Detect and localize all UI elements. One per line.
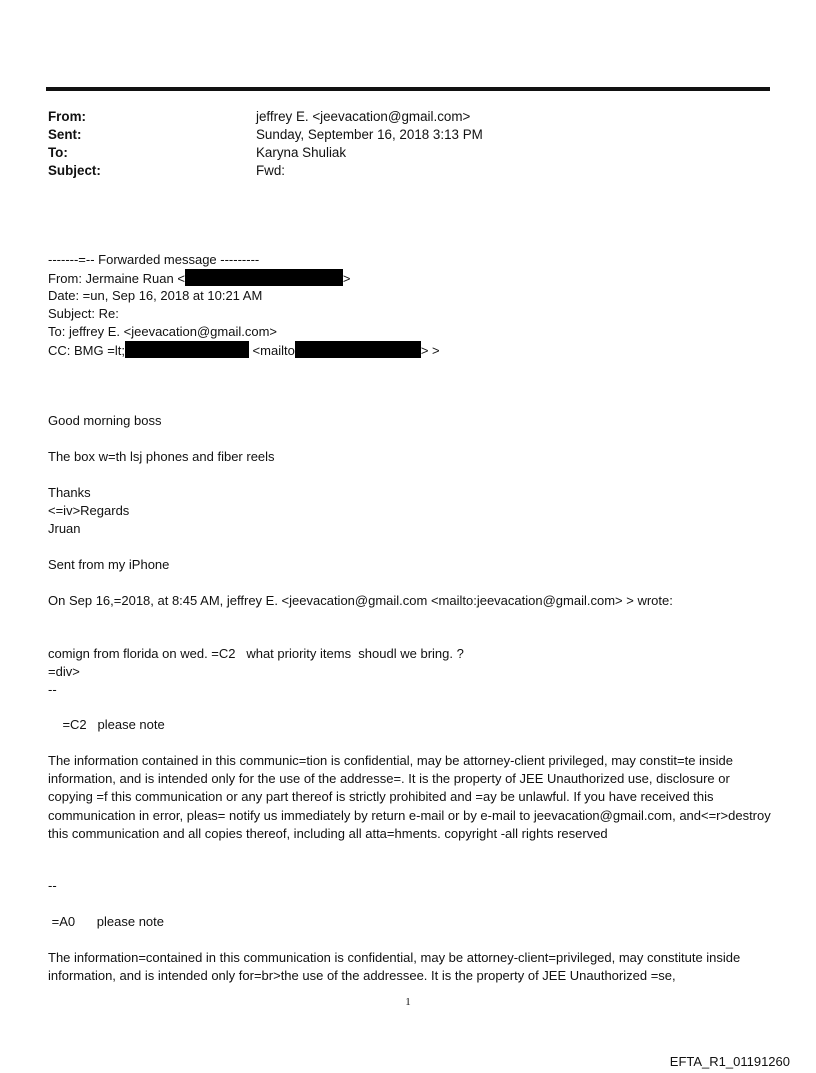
please-note-line [48, 913, 772, 931]
quoted-div: =div> [48, 664, 80, 679]
redaction-block [125, 341, 249, 358]
disclaimer-paragraph: The information contained in this communic=tion is confidential, may be attorney-client privileged, may constit=te inside information, and is intended only for the use of the addresse=. It is the property of JEE Unauthorized use, disclosure or copying =f this communication or any part thereof is strictly prohibited and =ay be unlawful. If you have received this communication in error, pleas= notify us immediately by return e-mail or by e-mail to jeevacation@gmail.com, and<=r>destroy this communication and all copies thereof, including all atta=hments. copyright -all rights reserved [48, 753, 771, 841]
header-rule [46, 87, 770, 91]
sent-label: Sent: [48, 127, 82, 142]
subject-label: Subject: [48, 163, 101, 178]
document-id: EFTA_R1_01191260 [669, 1054, 790, 1069]
email-header [48, 108, 768, 180]
header-subject-row [48, 162, 768, 180]
forward-from-line [48, 269, 772, 287]
forward-separator: -------=-- Forwarded message --------- [48, 252, 260, 267]
forward-cc-prefix: CC: BMG =lt; [48, 343, 125, 358]
subject-value: Fwd: [256, 163, 286, 178]
forwarded-block [48, 251, 772, 359]
please-note-text: =A0 please note [48, 914, 164, 929]
header-sent-row [48, 126, 768, 144]
page-number: 1 [405, 996, 411, 1008]
header-from-row [48, 108, 768, 126]
quoted-line [48, 645, 772, 663]
to-label: To: [48, 145, 68, 160]
disclaimer-paragraph: The information=contained in this communication is confidential, may be attorney-client=privileged, may constitute inside information, and is intended only for=br>the use of the addressee. It is the property of JEE Unauthorized =se, [48, 950, 741, 984]
signature-name: Jruan [48, 521, 81, 536]
forward-cc-mid: <mailto [248, 343, 295, 358]
from-value: jeffrey E. <jeevacation@gmail.com> [256, 109, 471, 124]
separator-dashes: -- [48, 878, 57, 893]
forward-cc-suffix: > > [420, 343, 440, 358]
from-label: From: [48, 109, 86, 124]
forward-subject-line: Subject: Re: [48, 306, 119, 321]
message-line: The box w=th lsj phones and fiber reels [48, 449, 275, 464]
separator-dashes: -- [48, 682, 57, 697]
forward-from-suffix: > [342, 271, 351, 286]
header-to-row [48, 144, 768, 162]
please-note-line [48, 716, 772, 734]
redaction-block [185, 269, 343, 286]
quoted-text: comign from florida on wed. =C2 what priority items shoudl we bring. ? [48, 646, 464, 661]
forward-from-prefix: From: Jermaine Ruan < [48, 271, 185, 286]
to-value: Karyna Shuliak [256, 145, 347, 160]
redaction-block [295, 341, 421, 358]
sent-from-line: Sent from my iPhone [48, 557, 170, 572]
greeting: Good morning boss [48, 413, 162, 428]
please-note-text: =C2 please note [48, 717, 165, 732]
regards-line: <=iv>Regards [48, 503, 130, 518]
wrote-line: On Sep 16,=2018, at 8:45 AM, jeffrey E. <jeevacation@gmail.com <mailto:jeevacation@gmail.com> > wrote: [48, 593, 673, 608]
forward-date-line: Date: =un, Sep 16, 2018 at 10:21 AM [48, 288, 263, 303]
forward-cc-line [48, 341, 772, 359]
forward-to-line: To: jeffrey E. <jeevacation@gmail.com> [48, 324, 278, 339]
sent-value: Sunday, September 16, 2018 3:13 PM [256, 127, 483, 142]
thanks-line: Thanks [48, 485, 91, 500]
